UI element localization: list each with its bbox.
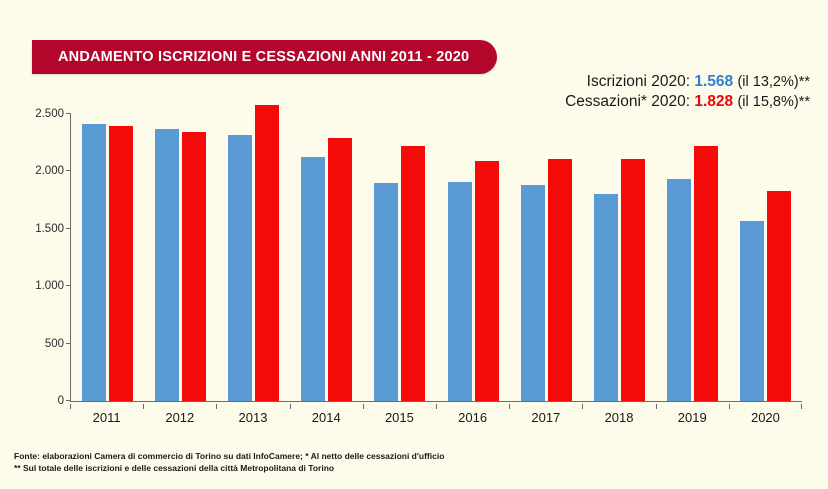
summary-iscrizioni-percent: (il 13,2%)** — [737, 74, 810, 90]
bar-iscrizioni-2014 — [301, 157, 325, 401]
y-axis-tick-mark — [66, 400, 71, 401]
y-axis-tick-mark — [66, 285, 71, 286]
y-axis-tick-mark — [66, 170, 71, 171]
bar-cessazioni-2017 — [548, 159, 572, 401]
title-banner — [32, 40, 497, 74]
y-axis-tick-label: 2.500 — [35, 108, 64, 120]
bar-cessazioni-2012 — [182, 132, 206, 401]
bar-iscrizioni-2013 — [228, 135, 252, 401]
bar-cessazioni-2018 — [621, 159, 645, 401]
y-axis-tick-label: 0 — [57, 395, 64, 407]
x-axis-tick-mark — [70, 404, 71, 409]
bar-group — [729, 114, 802, 401]
page-title: ANDAMENTO ISCRIZIONI E CESSAZIONI ANNI 2011 - 2020 — [58, 49, 470, 65]
x-axis-tick-mark — [216, 404, 217, 409]
x-axis-tick-mark — [509, 404, 510, 409]
bar-group — [71, 114, 144, 401]
x-axis-labels — [70, 404, 802, 430]
summary-cessazioni-value: 1.828 — [694, 93, 734, 111]
x-axis-tick-mark — [582, 404, 583, 409]
x-axis-tick-mark — [143, 404, 144, 409]
bar-group — [510, 114, 583, 401]
x-axis-label: 2012 — [143, 404, 216, 430]
summary-iscrizioni-label: Iscrizioni 2020: — [586, 73, 691, 90]
x-axis-tick-mark — [363, 404, 364, 409]
plot-area — [35, 108, 802, 407]
bar-iscrizioni-2015 — [374, 183, 398, 401]
bar-cessazioni-2016 — [475, 161, 499, 401]
bar-group — [656, 114, 729, 401]
footnote-note: ** Sul totale delle iscrizioni e delle cessazioni della città Metropolitana di Torino — [14, 463, 335, 474]
bar-cessazioni-2011 — [109, 126, 133, 401]
x-axis-label: 2014 — [290, 404, 363, 430]
summary-cessazioni-label: Cessazioni* 2020: — [565, 93, 691, 111]
summary-iscrizioni — [565, 72, 810, 92]
x-axis-label: 2016 — [436, 404, 509, 430]
x-axis-tick-mark — [801, 404, 802, 409]
x-axis-label: 2017 — [509, 404, 582, 430]
bar-cessazioni-2019 — [694, 146, 718, 401]
bar-iscrizioni-2020 — [740, 221, 764, 401]
y-axis-tick-mark — [66, 343, 71, 344]
bar-group — [583, 114, 656, 401]
y-axis-tick-mark — [66, 228, 71, 229]
footnote-source: Fonte: elaborazioni Camera di commercio di Torino su dati InfoCamere; * Al netto delle cessazioni d'ufficio — [14, 450, 445, 461]
footnotes — [14, 450, 444, 476]
bar-group — [290, 114, 363, 401]
bar-iscrizioni-2017 — [521, 185, 545, 401]
summary-iscrizioni-value: 1.568 — [694, 73, 734, 90]
bar-iscrizioni-2018 — [594, 194, 618, 401]
bar-group — [144, 114, 217, 401]
summary-cessazioni-percent: (il 15,8%)** — [737, 94, 810, 111]
y-axis-tick-label: 1.000 — [35, 280, 64, 293]
bar-cessazioni-2013 — [255, 105, 279, 401]
bar-group — [363, 114, 436, 401]
bar-iscrizioni-2012 — [155, 129, 179, 401]
bar-iscrizioni-2016 — [448, 182, 472, 401]
bar-group — [217, 114, 290, 401]
bar-cessazioni-2015 — [401, 146, 425, 401]
bar-cessazioni-2014 — [328, 138, 352, 401]
bar-cessazioni-2020 — [767, 191, 791, 401]
x-axis-label: 2013 — [216, 404, 289, 430]
bar-iscrizioni-2011 — [82, 124, 106, 401]
bar-groups — [71, 114, 802, 401]
y-axis-tick-label: 1.500 — [35, 222, 64, 235]
y-axis-tick-label: 500 — [44, 337, 64, 350]
x-axis-tick-mark — [656, 404, 657, 409]
x-axis-label: 2018 — [582, 404, 655, 430]
bar-iscrizioni-2019 — [667, 179, 691, 401]
x-axis-label: 2019 — [656, 404, 729, 430]
x-axis-label: 2020 — [729, 404, 802, 430]
x-axis-tick-mark — [729, 404, 730, 409]
y-axis-tick-label: 2.000 — [35, 165, 64, 178]
y-axis-tick-mark — [66, 113, 71, 114]
bar-group — [436, 114, 509, 401]
summary-block — [565, 72, 810, 113]
x-axis-label: 2011 — [70, 404, 143, 430]
bar-chart — [18, 108, 810, 430]
x-axis-tick-mark — [290, 404, 291, 409]
x-axis-label: 2015 — [363, 404, 436, 430]
x-axis-tick-mark — [436, 404, 437, 409]
